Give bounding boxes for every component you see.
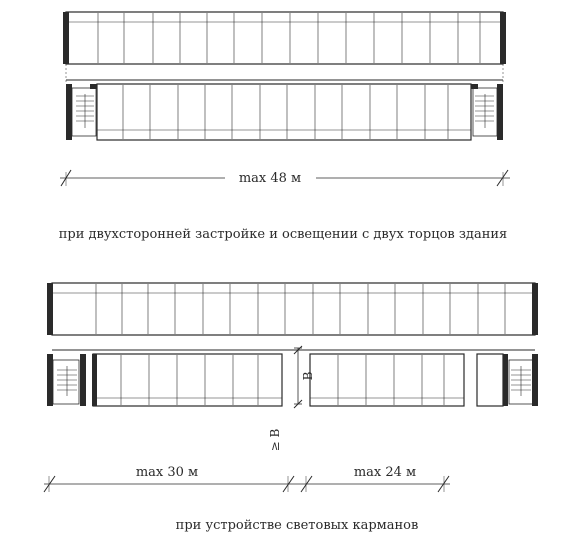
- diagram-1-stair-left: [66, 84, 97, 140]
- diagram-2-building-plan: [47, 283, 538, 408]
- diagram-1-top-room-partitions: [98, 13, 480, 63]
- pocket-length-label: ≥ B: [268, 428, 282, 452]
- diagram-2-right-room-partitions: [338, 355, 444, 405]
- diagram-2-stair-left: [47, 354, 86, 406]
- diagram-1-bottom-room-row: [97, 84, 471, 140]
- diagram-2-left-room-partitions: [121, 355, 258, 405]
- diagram-1-end-wall-left-top: [63, 12, 69, 64]
- diagram-1-end-wall-right-top: [500, 12, 506, 64]
- diagram-2-end-wall-left-top: [47, 283, 53, 335]
- diagram-1-caption: при двухсторонней застройке и освещении с двух торцов здания: [58, 227, 508, 242]
- diagram-2-caption: при устройстве световых карманов: [175, 518, 419, 533]
- diagram-1-dimension-label: max 48 м: [238, 171, 302, 186]
- diagram-1-bottom-room-partitions: [123, 85, 448, 139]
- diagram-2-right-small-room: [477, 354, 503, 406]
- diagram-2-top-room-row: [52, 283, 535, 335]
- diagram-2-dimension-label-right: max 24 м: [353, 465, 417, 480]
- diagram-2-end-wall-right-top: [532, 283, 538, 335]
- diagram-1-building-plan: [63, 12, 506, 140]
- diagram-1-stair-right: [471, 84, 503, 140]
- diagram-1-top-room-row: [66, 12, 503, 64]
- diagram-2-dimension-label-left: max 30 м: [135, 465, 199, 480]
- pocket-width-label: B: [301, 371, 315, 381]
- diagram-2-stair-right: [503, 354, 538, 406]
- diagram-2-top-room-partitions: [96, 284, 505, 334]
